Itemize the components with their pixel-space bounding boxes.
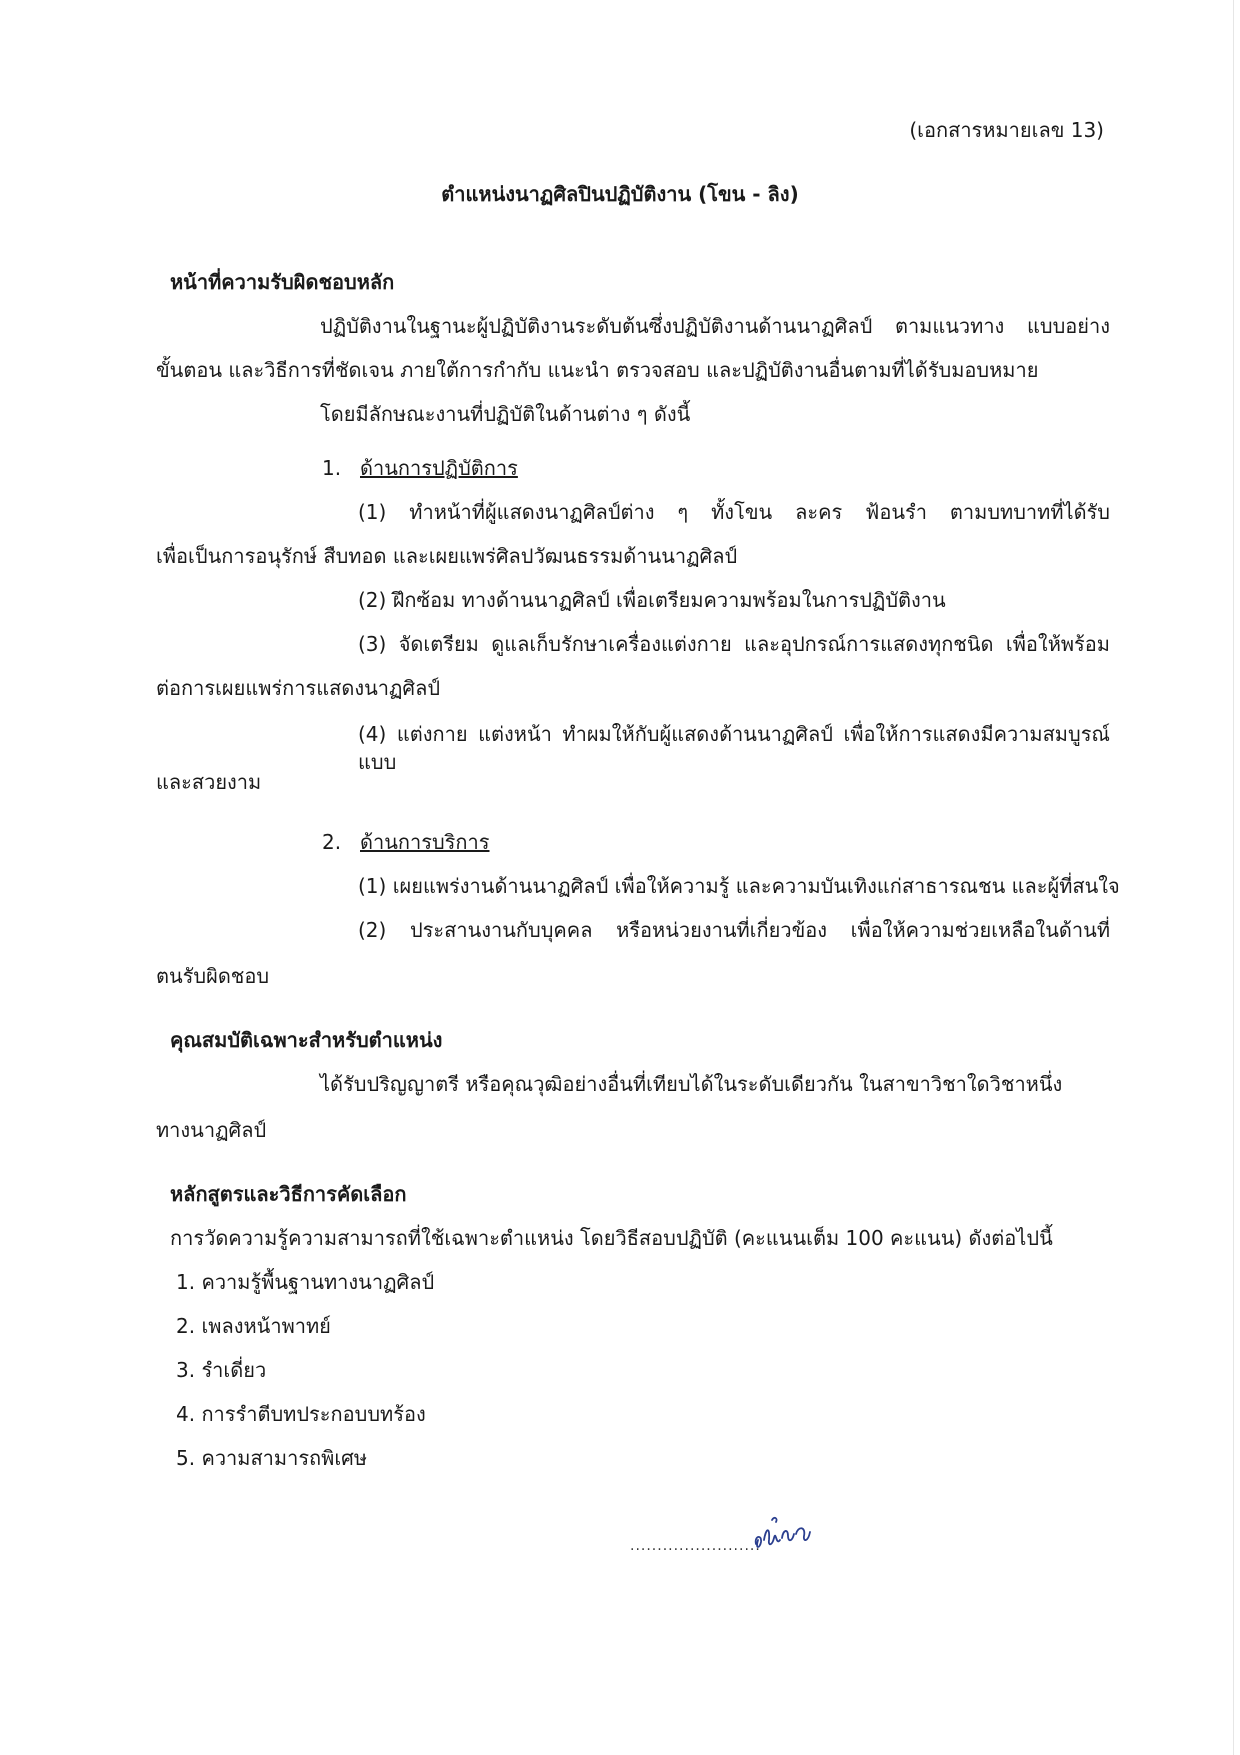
page-title: ตำแหน่งนาฏศิลปินปฏิบัติงาน (โขน - ลิง) [441,182,799,206]
section1-number: 1. [322,456,342,480]
selection-list-item: 1. ความรู้พื้นฐานทางนาฏศิลป์ [176,1270,435,1294]
signature-line: ........................ [630,1538,761,1554]
section2-title: ด้านการบริการ [360,830,490,854]
qualifications-heading: คุณสมบัติเฉพาะสำหรับตำแหน่ง [170,1028,443,1052]
selection-intro: การวัดความรู้ความสามารถที่ใช้เฉพาะตำแหน่ง โดยวิธีสอบปฏิบัติ (คะแนนเต็ม 100 คะแนน) ดังต่อไปนี้ [170,1226,1053,1250]
responsibilities-intro-line1: ปฏิบัติงานในฐานะผู้ปฏิบัติงานระดับต้นซึ่งปฏิบัติงานด้านนาฏศิลป์ ตามแนวทาง แบบอย่าง [320,314,1110,338]
section1-item4-line2: และสวยงาม [156,770,262,794]
responsibilities-intro-line3: โดยมีลักษณะงานที่ปฏิบัติในด้านต่าง ๆ ดังนี้ [320,402,691,426]
qualifications-line2: ทางนาฏศิลป์ [156,1118,267,1142]
selection-list-item: 2. เพลงหน้าพาทย์ [176,1314,331,1338]
section2-item2-line2: ตนรับผิดชอบ [156,964,270,988]
selection-list-item: 5. ความสามารถพิเศษ [176,1446,368,1470]
section1-item3-line2: ต่อการเผยแพร่การแสดงนาฏศิลป์ [156,676,441,700]
section2-item2-line1: (2) ประสานงานกับบุคคล หรือหน่วยงานที่เกี่ยวข้อง เพื่อให้ความช่วยเหลือในด้านที่ [358,918,1110,942]
responsibilities-intro-line2: ขั้นตอน และวิธีการที่ชัดเจน ภายใต้การกำกับ แนะนำ ตรวจสอบ และปฏิบัติงานอื่นตามที่ได้รับมอบหมาย [156,358,1039,382]
scan-edge-line [1233,0,1234,1755]
section1-item3-line1: (3) จัดเตรียม ดูแลเก็บรักษาเครื่องแต่งกาย และอุปกรณ์การแสดงทุกชนิด เพื่อให้พร้อม [358,632,1110,656]
selection-list-item: 4. การรำตีบทประกอบบทร้อง [176,1402,426,1426]
selection-list-item: 3. รำเดี่ยว [176,1358,267,1382]
section1-item2-line1: (2) ฝึกซ้อม ทางด้านนาฏศิลป์ เพื่อเตรียมความพร้อมในการปฏิบัติงาน [358,588,946,612]
section1-item4-line1: (4) แต่งกาย แต่งหน้า ทำผมให้กับผู้แสดงด้านนาฏศิลป์ เพื่อให้การแสดงมีความสมบูรณ์แบบ [358,722,1110,774]
section1-item1-line1: (1) ทำหน้าที่ผู้แสดงนาฏศิลป์ต่าง ๆ ทั้งโขน ละคร ฟ้อนรำ ตามบทบาทที่ได้รับ [358,500,1110,524]
handwritten-signature [752,1510,814,1556]
section1-item1-line2: เพื่อเป็นการอนุรักษ์ สืบทอด และเผยแพร่ศิลปวัฒนธรรมด้านนาฏศิลป์ [156,544,738,568]
responsibilities-heading: หน้าที่ความรับผิดชอบหลัก [170,270,395,294]
section1-title: ด้านการปฏิบัติการ [360,456,518,480]
document-number: (เอกสารหมายเลข 13) [909,118,1104,142]
section2-item1-line1: (1) เผยแพร่งานด้านนาฏศิลป์ เพื่อให้ความรู้ และความบันเทิงแก่สาธารณชน และผู้ที่สนใจ [358,874,1120,898]
section2-number: 2. [322,830,342,854]
qualifications-line1: ได้รับปริญญาตรี หรือคุณวุฒิอย่างอื่นที่เทียบได้ในระดับเดียวกัน ในสาขาวิชาใดวิชาหนึ่ง [320,1072,1063,1096]
selection-heading: หลักสูตรและวิธีการคัดเลือก [170,1182,407,1206]
